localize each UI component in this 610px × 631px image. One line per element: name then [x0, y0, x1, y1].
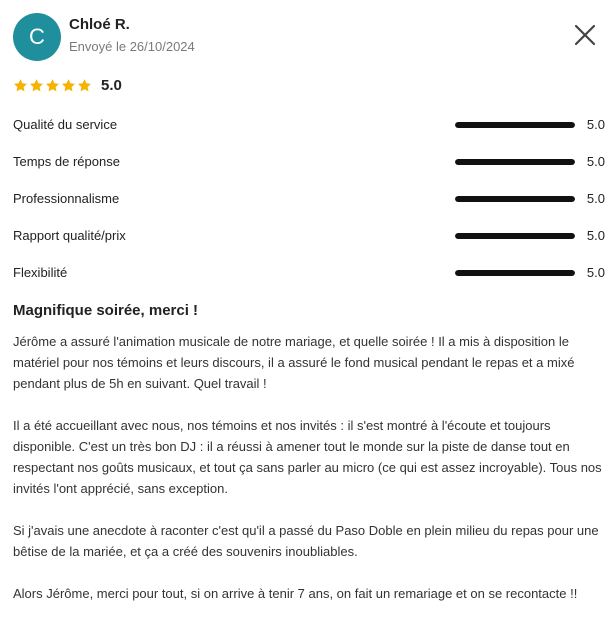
star-icon	[29, 78, 44, 93]
criteria-label: Flexibilité	[13, 265, 68, 280]
criteria-score: 5.0	[586, 154, 605, 169]
criteria-row	[13, 262, 605, 299]
criteria-bar-fill	[455, 196, 575, 202]
criteria-bar	[455, 270, 575, 276]
review-body	[13, 331, 604, 625]
criteria-score: 5.0	[586, 191, 605, 206]
review-title: Magnifique soirée, merci !	[13, 302, 199, 319]
star-icon	[77, 78, 92, 93]
avatar	[13, 13, 61, 61]
star-icon	[13, 78, 28, 93]
criteria-bar-fill	[455, 270, 575, 276]
review-date: Envoyé le 26/10/2024	[69, 39, 195, 54]
close-button[interactable]	[573, 23, 597, 47]
criteria-list	[13, 114, 605, 299]
criteria-bar	[455, 122, 575, 128]
criteria-label: Temps de réponse	[13, 154, 120, 169]
review-paragraph: Il a été accueillant avec nous, nos témoins et nos invités : il s'est montré à l'écoute et toujours disponible. C'est un très bon DJ : il a réussi à amener tout le monde sur la piste de danse tout en respectant nos goûts musicaux, et tout ça sans parler au micro (ce qui est assez incroyable). Tous nos invités l'ont apprécié, sans exception.	[13, 418, 602, 496]
reviewer-name: Chloé R.	[69, 16, 130, 33]
review-paragraph: Si j'avais une anecdote à raconter c'est qu'il a passé du Paso Doble en plein milieu du repas pour une bêtise de la mariée, et ça a créé des souvenirs inoubliables.	[13, 523, 599, 559]
criteria-bar-fill	[455, 159, 575, 165]
avatar-initial: C	[29, 24, 45, 49]
close-icon	[573, 23, 597, 47]
criteria-row	[13, 225, 605, 262]
criteria-bar	[455, 233, 575, 239]
criteria-label: Rapport qualité/prix	[13, 228, 126, 243]
criteria-label: Professionnalisme	[13, 191, 120, 206]
review-paragraph: Alors Jérôme, merci pour tout, si on arrive à tenir 7 ans, on fait un remariage et on se recontacte !!	[13, 586, 578, 601]
criteria-label: Qualité du service	[13, 117, 118, 132]
star-icon	[45, 78, 60, 93]
star-rating	[13, 78, 92, 93]
star-icon	[61, 78, 76, 93]
criteria-row	[13, 188, 605, 225]
criteria-row	[13, 114, 605, 151]
criteria-score: 5.0	[586, 228, 605, 243]
review-header	[13, 13, 597, 61]
criteria-bar-fill	[455, 122, 575, 128]
criteria-bar	[455, 196, 575, 202]
criteria-row	[13, 151, 605, 188]
criteria-score: 5.0	[586, 117, 605, 132]
review-paragraph: Jérôme a assuré l'animation musicale de notre mariage, et quelle soirée ! Il a mis à disposition le matériel pour nos témoins et leurs discours, il a assuré le fond musical pendant le repas et a mixé pendant plus de 5h en suivant. Quel travail !	[13, 334, 575, 391]
criteria-bar	[455, 159, 575, 165]
criteria-bar-fill	[455, 233, 575, 239]
overall-rating	[13, 75, 122, 95]
criteria-score: 5.0	[586, 265, 605, 280]
overall-score: 5.0	[101, 76, 122, 94]
